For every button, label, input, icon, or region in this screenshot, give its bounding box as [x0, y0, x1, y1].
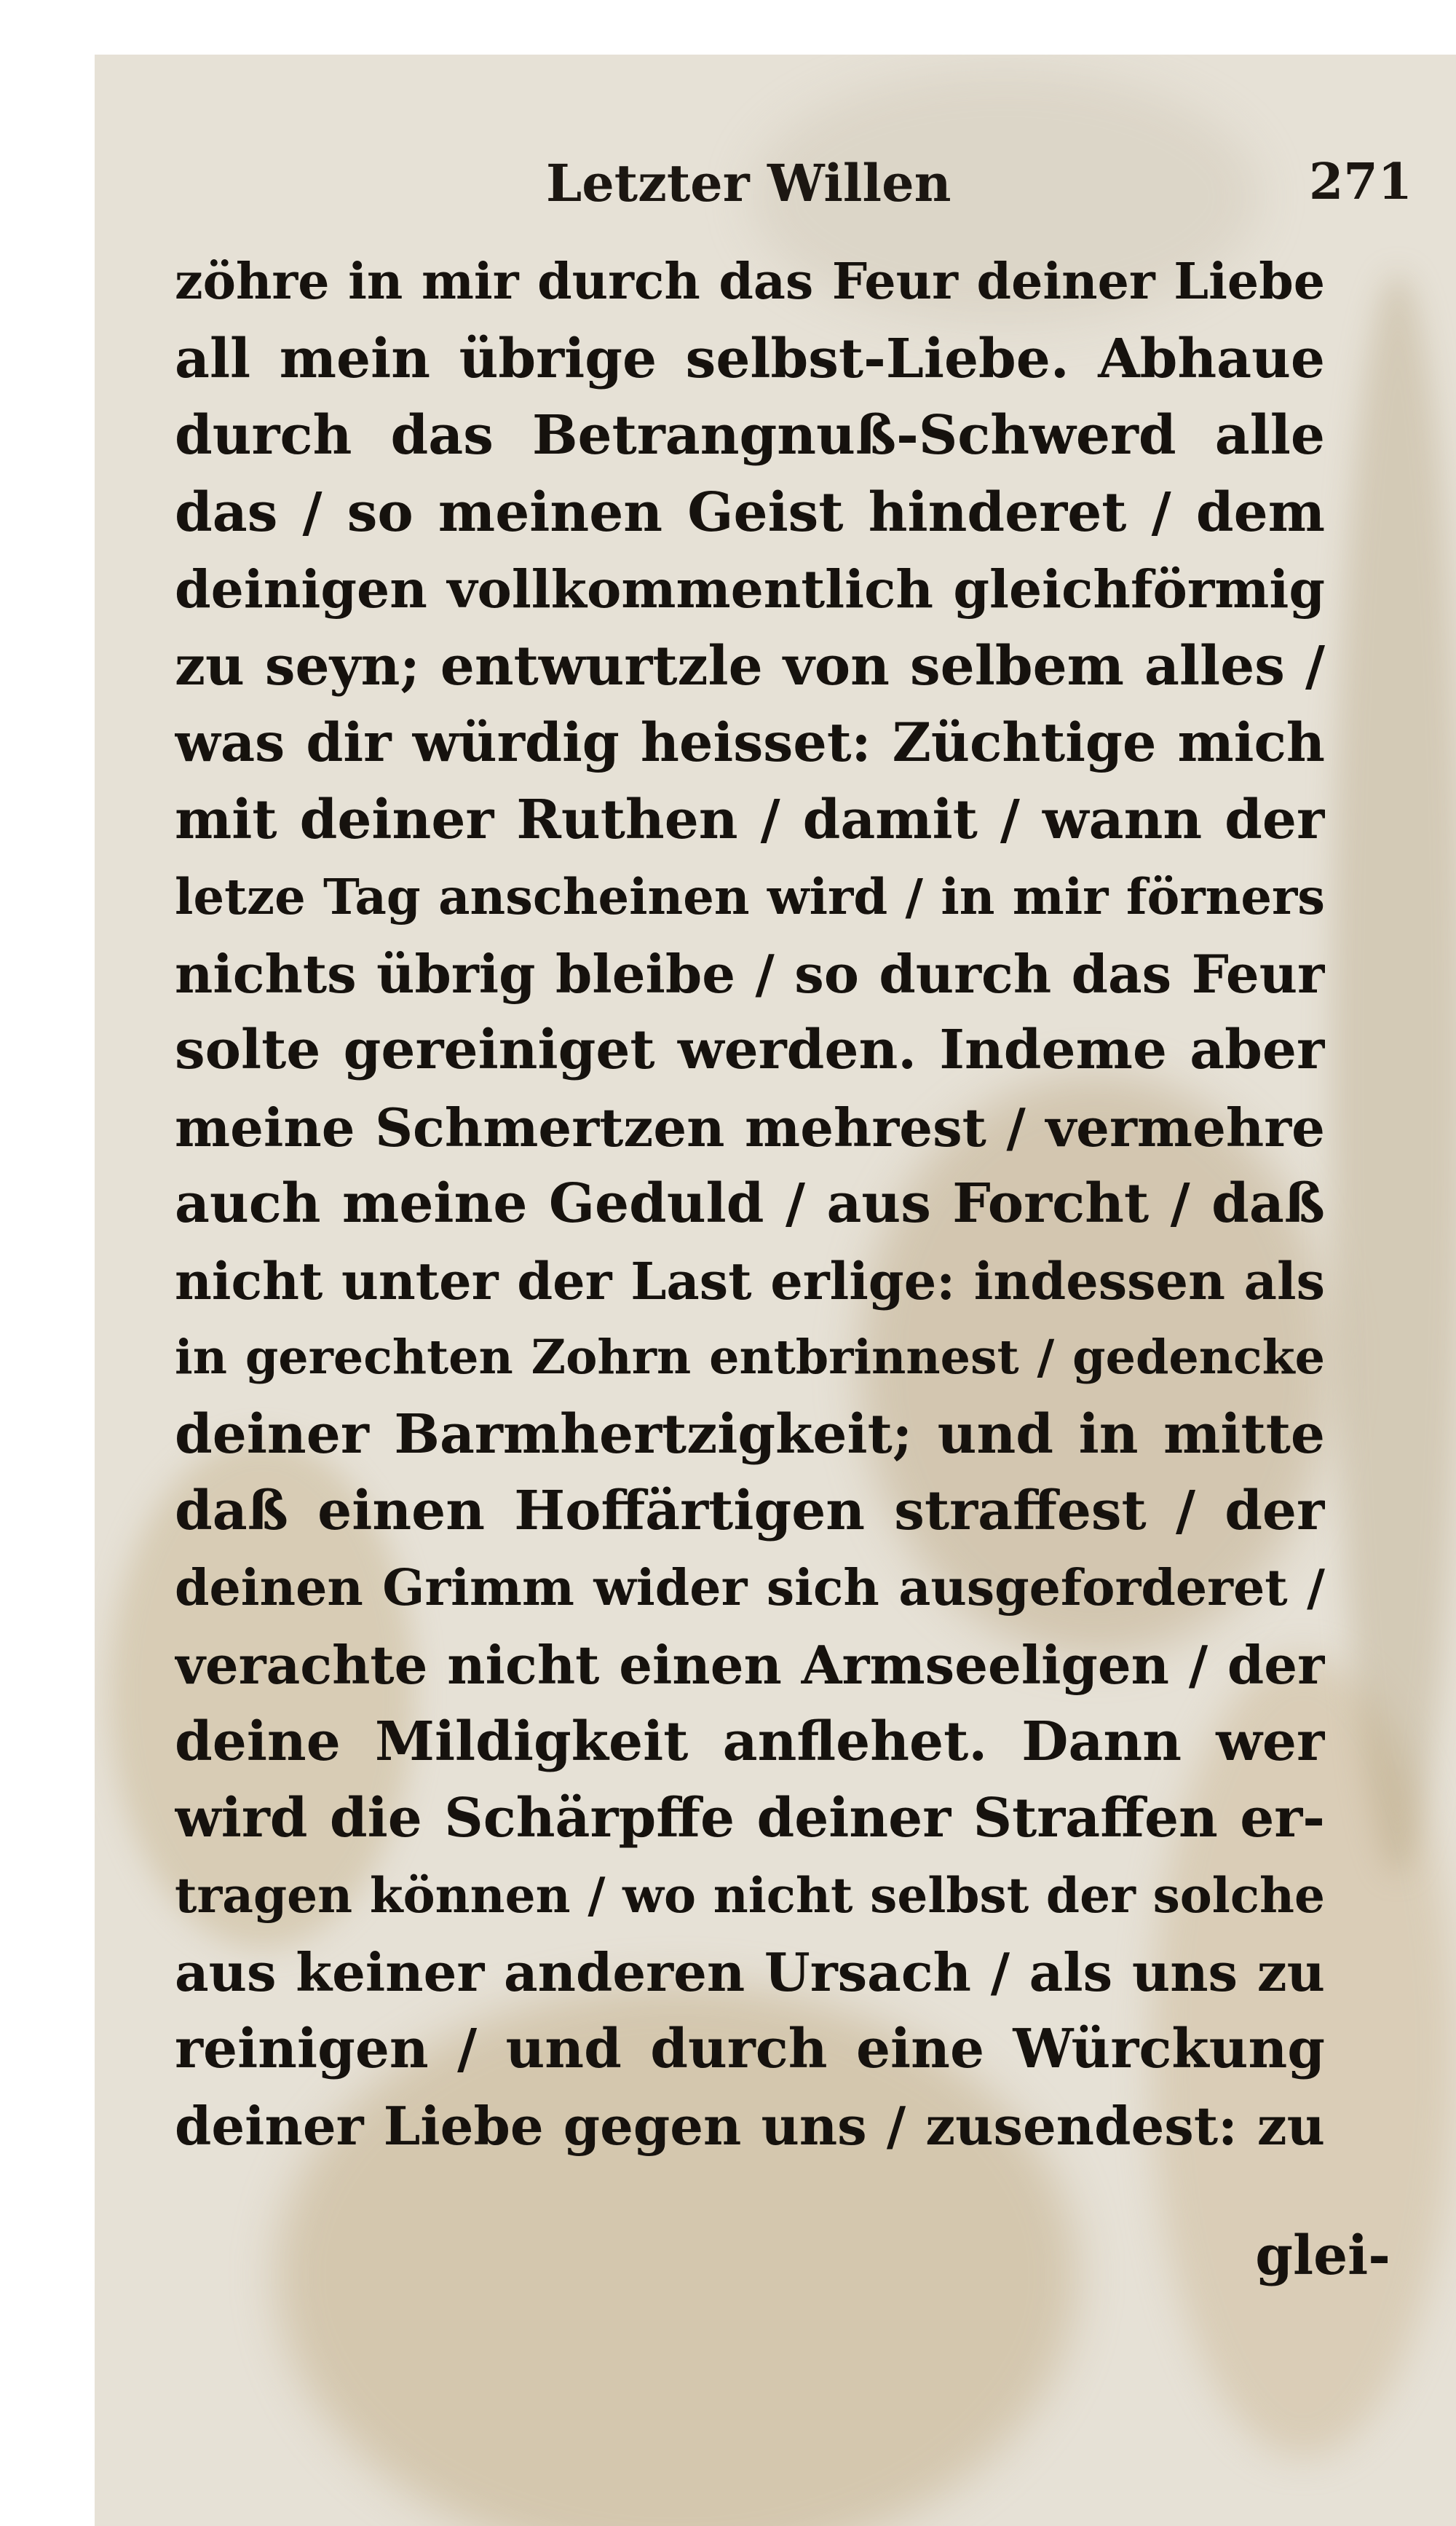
running-head [95, 153, 1456, 218]
text-line: all mein übrige selbst-Liebe. Abhaue [175, 327, 1325, 390]
text-line: was dir würdig heisset: Züchtige mich [175, 711, 1325, 774]
text-line: zöhre in mir durch das Feur deiner Liebe [175, 253, 1325, 311]
catchword: glei- [1255, 2225, 1390, 2287]
book-page [95, 55, 1456, 2526]
text-line: durch das Betrangnuß-Schwerd alle [175, 404, 1325, 467]
text-line: mit deiner Ruthen / damit / wann der [175, 788, 1325, 851]
text-line: meine Schmertzen mehrest / vermehre [175, 1096, 1325, 1159]
text-line: solte gereiniget werden. Indeme aber [175, 1019, 1325, 1081]
text-line: deiner Liebe gegen uns / zusendest: zu [175, 2095, 1325, 2157]
page-number: 271 [1309, 153, 1412, 211]
text-line: reinigen / und durch eine Würckung [175, 2017, 1325, 2080]
text-line: deinen Grimm wider sich ausgeforderet / [175, 1558, 1325, 1617]
text-line: deine Mildigkeit anflehet. Dann wer [175, 1710, 1325, 1773]
text-line: deinigen vollkommentlich gleichförmig [175, 559, 1325, 620]
text-line: wird die Schärpffe deiner Straffen er- [175, 1787, 1325, 1850]
text-line: aus keiner anderen Ursach / als uns zu [175, 1941, 1325, 2003]
body-text [175, 244, 1325, 2165]
text-line: letze Tag anscheinen wird / in mir förners [175, 868, 1325, 925]
text-line: in gerechten Zohrn entbrinnest / gedencke [175, 1330, 1325, 1385]
text-line: deiner Barmhertzigkeit; und in mitte [175, 1402, 1325, 1466]
text-line: zu seyn; entwurtzle von selbem alles / [175, 634, 1325, 698]
text-line: daß einen Hoffärtigen straffest / der [175, 1480, 1325, 1542]
text-line: nicht unter der Last erlige: indessen als [175, 1250, 1325, 1311]
running-title: Letzter Willen [546, 153, 951, 213]
text-line: nichts übrig bleibe / so durch das Feur [175, 942, 1325, 1005]
paper-stain [1332, 273, 1456, 1875]
text-line: verachte nicht einen Armseeligen / der [175, 1634, 1325, 1696]
text-line: tragen können / wo nicht selbst der solche [175, 1866, 1325, 1924]
text-line: das / so meinen Geist hinderet / dem [175, 481, 1325, 544]
text-line: auch meine Geduld / aus Forcht / daß [175, 1172, 1325, 1235]
